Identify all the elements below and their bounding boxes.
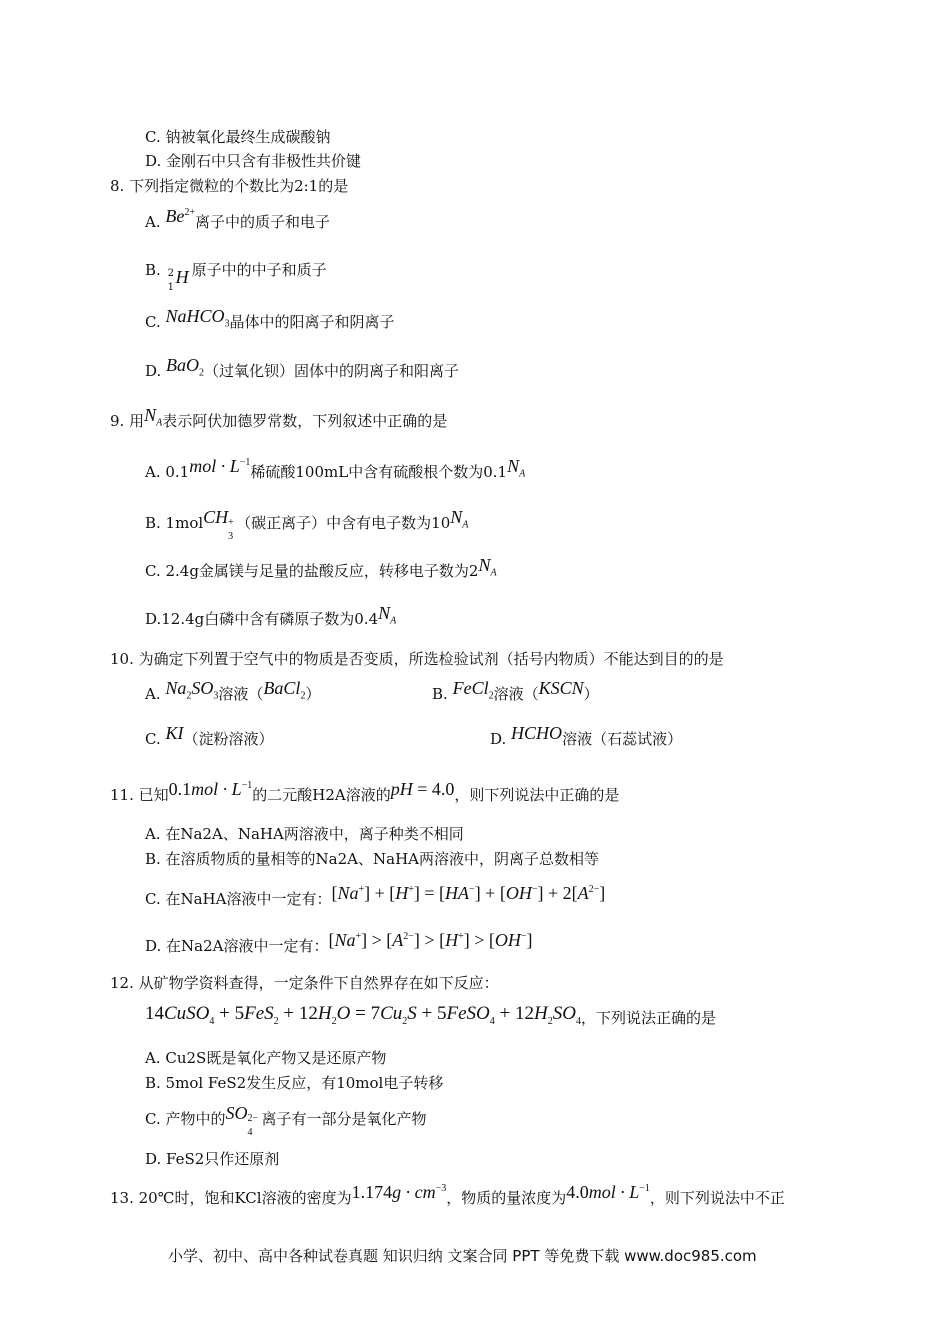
q11-stem: 11. 已知$0.1mol \cdot L^{-1}$的二元酸H2A溶液的pH = 4.0，则下列说法中正确的是 xyxy=(110,779,620,804)
q9-option-b: B. 1molCH + 3 （碳正离子）中含有电子数为$10N_A$ xyxy=(145,507,469,542)
formula-ch3plus: CH + 3 xyxy=(203,507,234,542)
formula-ki: KI xyxy=(165,723,184,743)
formula-molarity: $4.0mol \cdot L^{-1}$ xyxy=(566,1182,650,1202)
formula-ph: pH = 4.0 xyxy=(390,779,455,799)
formula-fecl2: FeCl$_2$ xyxy=(452,678,494,702)
q8-option-b: B. 2 1 H 原子中的中子和质子 xyxy=(145,261,327,293)
q9-option-c: C. 2.4g金属镁与足量的盐酸反应，转移电子数为$2N_A$ xyxy=(145,555,497,580)
formula-be2plus: $Be^{2+}$ xyxy=(165,206,196,226)
q11-option-b: B. 在溶质物质的量相等的Na2A、NaHA两溶液中，阴离子总数相等 xyxy=(145,850,599,868)
page-footer: 小学、初中、高中各种试卷真题 知识归纳 文案合同 PPT 等免费下载 www.doc985.com xyxy=(168,1247,757,1265)
q12-stem: 12. 从矿物学资料查得，一定条件下自然界存在如下反应： xyxy=(110,974,499,992)
formula-na: $N_A$ xyxy=(478,555,497,579)
q11-option-c: C. 在NaHA溶液中一定有：$[Na^+] + [H^+] = [HA^-] + [OH^-] + 2[A^{2-}]$ xyxy=(145,883,606,908)
formula-charge-balance: $[Na^+] + [H^+] = [HA^-] + [OH^-] + 2[A^{2-}]$ xyxy=(331,883,606,903)
q8-option-c: C. NaHCO$_3$晶体中的阳离子和阴离子 xyxy=(145,306,395,331)
formula-hcho: HCHO xyxy=(511,723,563,743)
q10-stem: 10. 为确定下列置于空气中的物质是否变质，所选检验试剂（括号内物质）不能达到目的的是 xyxy=(110,650,724,668)
q8-option-d: D. BaO$_2$（过氧化钡）固体中的阴离子和阳离子 xyxy=(145,355,460,380)
formula-ion-order: $[Na^+] > [A^{2-}] > [H^+] > [OH^-]$ xyxy=(328,930,533,950)
formula-na: $N_A$ xyxy=(378,603,397,627)
q10-option-d: D. HCHO溶液（石蕊试液） xyxy=(490,723,683,748)
formula-kscn: KSCN xyxy=(538,678,584,698)
formula-na: $N_A$ xyxy=(144,405,163,429)
q7-option-d: D. 金刚石中只含有非极性共价键 xyxy=(145,152,362,170)
q9-option-d: D.12.4g白磷中含有磷原子数为$0.4N_A$ xyxy=(145,603,397,628)
formula-concentration: $0.1mol \cdot L^{-1}$ xyxy=(168,779,253,799)
q9-option-a: A. $0.1mol \cdot L^{-1}$稀硫酸100mL中含有硫酸根个数为$0.1N_A$ xyxy=(145,456,526,481)
formula-reaction: 14CuSO$_4$ + $5FeS_2 + 12H_2O = 7Cu_2S$ + 5FeSO$_4$ + $12H_2SO_4$ xyxy=(145,1003,581,1027)
q8-option-a: A. $Be^{2+}$离子中的质子和电子 xyxy=(145,206,331,231)
q12-option-d: D. FeS2只作还原剂 xyxy=(145,1150,280,1168)
q10-option-b: B. FeCl$_2$溶液（KSCN） xyxy=(432,678,599,703)
formula-na2so3: $Na_2SO_3$ xyxy=(165,678,219,702)
q10-option-c: C. KI（淀粉溶液） xyxy=(145,723,274,748)
formula-bao2: BaO$_2$ xyxy=(166,355,205,379)
formula-mol-per-l: mol · $L^{-1}$ xyxy=(189,456,251,476)
q12-option-c: C. 产物中的SO 2− 4 离子有一部分是氧化产物 xyxy=(145,1103,427,1138)
q10-option-a: A. $Na_2SO_3$溶液（BaCl$_2$） xyxy=(145,678,321,703)
formula-sulfate: SO 2− 4 xyxy=(225,1103,259,1138)
q8-stem: 8. 下列指定微粒的个数比为2:1的是 xyxy=(110,177,349,195)
formula-nahco3: NaHCO$_3$ xyxy=(165,306,230,330)
q12-option-b: B. 5mol FeS2发生反应，有10mol电子转移 xyxy=(145,1074,444,1092)
formula-na: $N_A$ xyxy=(507,456,526,480)
formula-bacl2: BaCl$_2$ xyxy=(263,678,306,702)
q9-stem: 9. 用$N_A$表示阿伏加德罗常数，下列叙述中正确的是 xyxy=(110,405,448,430)
q11-option-a: A. 在Na2A、NaHA两溶液中，离子种类不相同 xyxy=(145,825,464,843)
q7-option-c: C. 钠被氧化最终生成碳酸钠 xyxy=(145,128,331,146)
q12-equation: 14CuSO$_4$ + $5FeS_2 + 12H_2O = 7Cu_2S$ + 5FeSO$_4$ + $12H_2SO_4$，下列说法正确的是 xyxy=(145,1003,716,1027)
formula-na: $N_A$ xyxy=(450,507,469,531)
q11-option-d: D. 在Na2A溶液中一定有：$[Na^+] > [A^{2-}] > [H^+] > [OH^-]$ xyxy=(145,930,533,955)
q12-option-a: A. Cu2S既是氧化产物又是还原产物 xyxy=(145,1049,387,1067)
formula-density: $1.174g \cdot cm^{-3}$ xyxy=(351,1182,447,1202)
q13-stem: 13. 20℃时，饱和KCl溶液的密度为$1.174g \cdot cm^{-3}$，物质的量浓度为$4.0mol \cdot L^{-1}$，则下列说法中不正 xyxy=(110,1182,785,1207)
